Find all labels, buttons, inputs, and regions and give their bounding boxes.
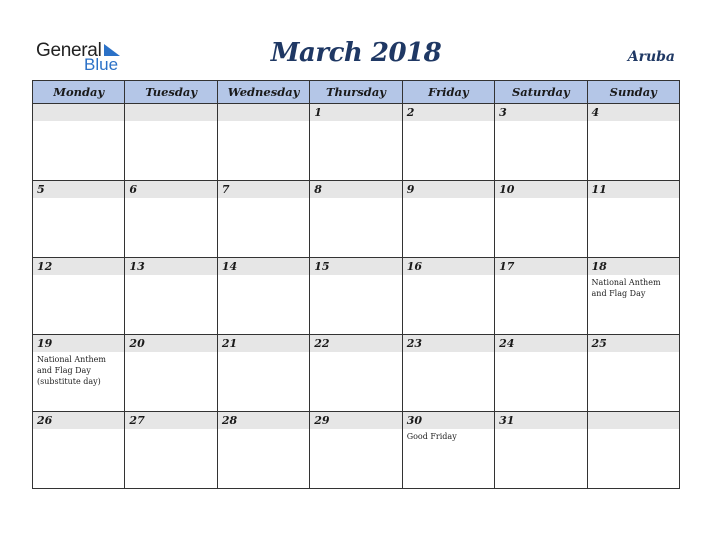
calendar-day-cell <box>587 412 679 489</box>
calendar-day-cell <box>310 258 402 335</box>
calendar-day-cell <box>310 104 402 181</box>
calendar-day-cell <box>402 335 494 412</box>
calendar-week-row <box>33 258 680 335</box>
day-number: 16 <box>403 258 494 275</box>
day-number: 2 <box>403 104 494 121</box>
calendar-week-row <box>33 104 680 181</box>
day-number: 6 <box>125 181 216 198</box>
day-number: 12 <box>33 258 124 275</box>
day-number: 7 <box>218 181 309 198</box>
calendar-day-cell <box>402 258 494 335</box>
calendar-day-cell <box>402 412 494 489</box>
calendar-day-cell <box>495 104 587 181</box>
weekday-header: Tuesday <box>125 81 217 104</box>
calendar-day-cell <box>125 335 217 412</box>
calendar-day-cell <box>217 181 309 258</box>
day-number: 20 <box>125 335 216 352</box>
calendar-grid <box>32 80 680 489</box>
calendar-day-cell <box>495 181 587 258</box>
day-number: 19 <box>33 335 124 352</box>
calendar-day-cell <box>125 181 217 258</box>
day-number: 9 <box>403 181 494 198</box>
weekday-header: Saturday <box>495 81 587 104</box>
calendar-day-cell <box>125 412 217 489</box>
day-number <box>588 412 679 429</box>
calendar-day-cell <box>402 104 494 181</box>
day-number: 15 <box>310 258 401 275</box>
calendar-day-cell <box>587 335 679 412</box>
logo-text-general: General <box>36 40 102 61</box>
calendar-day-cell <box>587 258 679 335</box>
calendar-week-row <box>33 412 680 489</box>
day-number: 13 <box>125 258 216 275</box>
day-number: 21 <box>218 335 309 352</box>
calendar-day-cell <box>310 412 402 489</box>
calendar-day-cell <box>495 258 587 335</box>
weekday-header: Thursday <box>310 81 402 104</box>
day-number <box>33 104 124 121</box>
calendar-day-cell <box>33 181 125 258</box>
day-number: 31 <box>495 412 586 429</box>
calendar-day-cell <box>33 258 125 335</box>
page-title: March 2018 <box>270 38 442 68</box>
calendar-week-row <box>33 335 680 412</box>
weekday-header: Monday <box>33 81 125 104</box>
calendar-day-cell <box>125 104 217 181</box>
day-number: 3 <box>495 104 586 121</box>
day-number: 5 <box>33 181 124 198</box>
calendar-week-row <box>33 181 680 258</box>
holiday-event: Good Friday <box>406 432 457 441</box>
calendar-day-cell <box>495 335 587 412</box>
calendar-day-cell <box>217 258 309 335</box>
day-number: 23 <box>403 335 494 352</box>
day-number: 14 <box>218 258 309 275</box>
logo-text-blue: Blue <box>84 55 119 74</box>
day-number: 26 <box>33 412 124 429</box>
calendar-day-cell <box>33 104 125 181</box>
weekday-header-row <box>33 81 680 104</box>
calendar-day-cell <box>217 335 309 412</box>
day-number: 28 <box>218 412 309 429</box>
day-number <box>125 104 216 121</box>
calendar-day-cell <box>587 104 679 181</box>
calendar-day-cell <box>33 335 125 412</box>
day-number: 22 <box>310 335 401 352</box>
day-number: 10 <box>495 181 586 198</box>
country-label: Aruba <box>627 49 675 65</box>
calendar-day-cell <box>217 412 309 489</box>
weekday-header: Sunday <box>587 81 679 104</box>
day-number: 4 <box>588 104 679 121</box>
holiday-event: National Anthem and Flag Day (substitute day) <box>37 355 106 386</box>
calendar-day-cell <box>125 258 217 335</box>
day-number: 29 <box>310 412 401 429</box>
weekday-header: Friday <box>402 81 494 104</box>
calendar-day-cell <box>33 412 125 489</box>
day-number: 24 <box>495 335 586 352</box>
weekday-header: Wednesday <box>217 81 309 104</box>
holiday-event: National Anthem and Flag Day <box>591 278 661 298</box>
day-number <box>218 104 309 121</box>
day-number: 30 <box>403 412 494 429</box>
day-number: 1 <box>310 104 401 121</box>
calendar-day-cell <box>402 181 494 258</box>
day-number: 25 <box>588 335 679 352</box>
calendar-day-cell <box>495 412 587 489</box>
day-number: 8 <box>310 181 401 198</box>
day-number: 17 <box>495 258 586 275</box>
calendar-day-cell <box>587 181 679 258</box>
day-number: 27 <box>125 412 216 429</box>
day-number: 18 <box>588 258 679 275</box>
calendar-day-cell <box>310 335 402 412</box>
calendar-day-cell <box>217 104 309 181</box>
calendar-day-cell <box>310 181 402 258</box>
day-number: 11 <box>588 181 679 198</box>
